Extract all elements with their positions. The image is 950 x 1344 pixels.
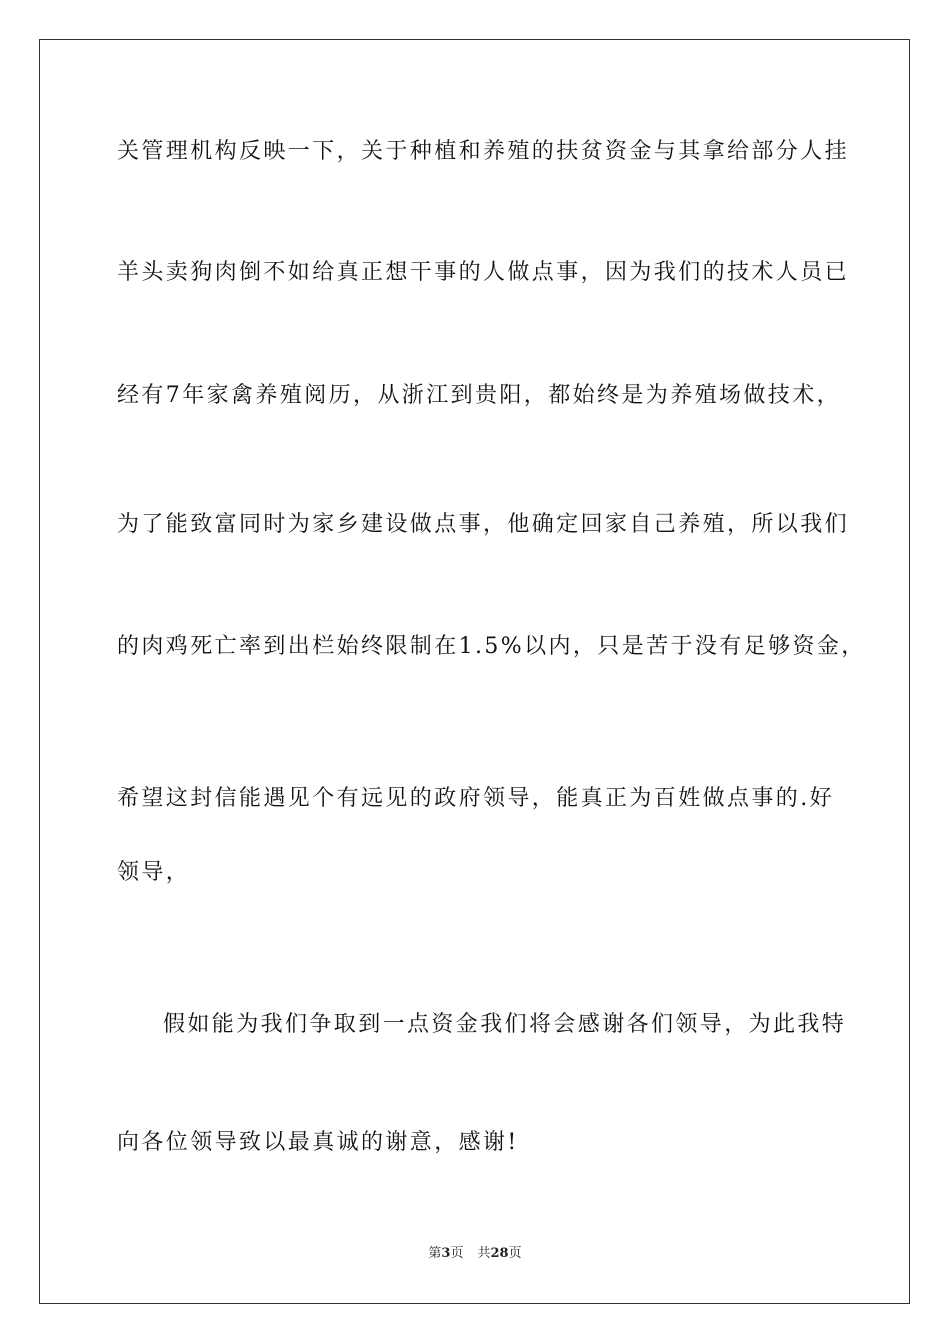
total-suffix: 页 [508, 1246, 522, 1261]
body-text-line: 经有7年家禽养殖阅历，从浙江到贵阳，都始终是为养殖场做技术， [117, 383, 841, 408]
body-text-line: 为了能致富同时为家乡建设做点事，他确定回家自己养殖，所以我们 [117, 512, 850, 537]
body-text-line: 的肉鸡死亡率到出栏始终限制在1.5%以内，只是苦于没有足够资金， [117, 634, 866, 659]
body-text-line: 羊头卖狗肉倒不如给真正想干事的人做点事，因为我们的技术人员已 [117, 260, 850, 285]
body-text-line: 向各位领导致以最真诚的谢意，感谢! [117, 1130, 519, 1155]
page-footer [0, 1245, 950, 1263]
body-text-line-indented: 假如能为我们争取到一点资金我们将会感谢各们领导，为此我特 [163, 1012, 847, 1037]
body-text-line: 领导， [117, 860, 191, 885]
page-suffix: 页 [450, 1246, 464, 1261]
page-prefix: 第 [428, 1246, 442, 1261]
body-text-line: 希望这封信能遇见个有远见的政府领导，能真正为百姓做点事的.好 [117, 786, 834, 811]
total-pages: 28 [490, 1246, 509, 1261]
total-prefix: 共 [477, 1246, 491, 1261]
body-text-line: 关管理机构反映一下，关于种植和养殖的扶贫资金与其拿给部分人挂 [117, 139, 850, 164]
page-border [39, 39, 910, 1304]
page-number: 3 [441, 1246, 451, 1261]
